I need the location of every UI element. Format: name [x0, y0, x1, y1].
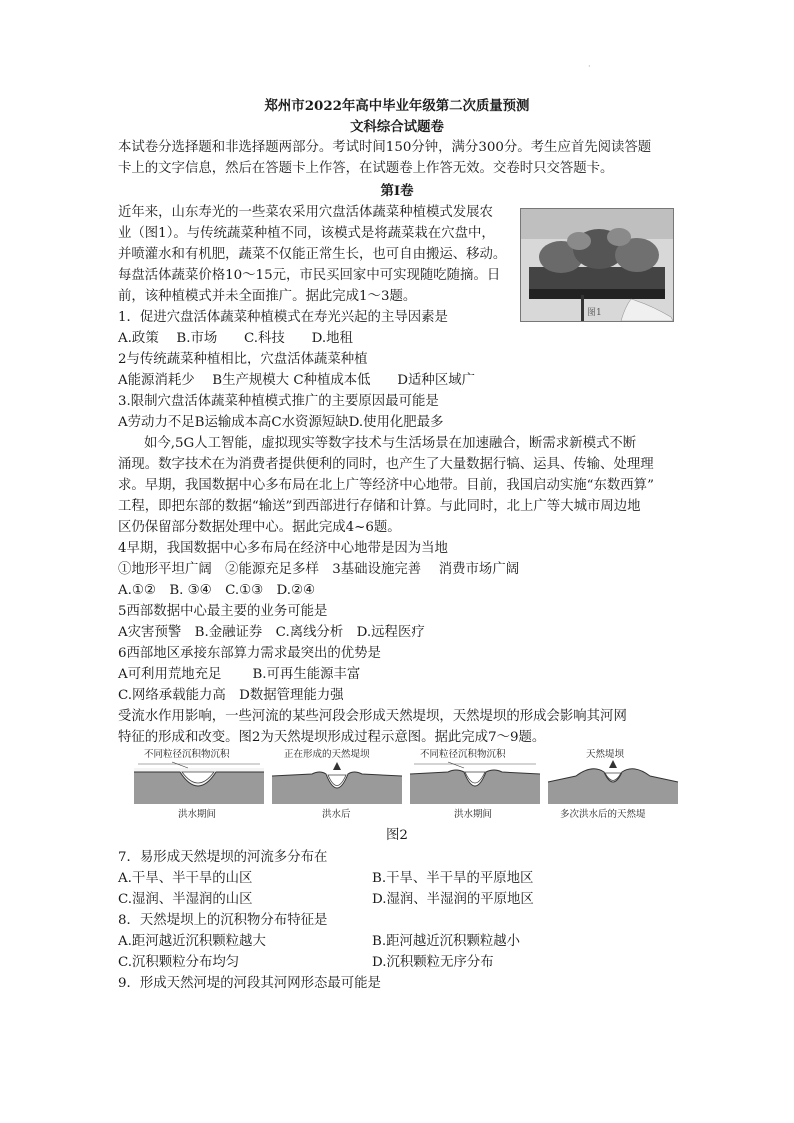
scan-speck: ·: [588, 62, 591, 71]
section-title: 第Ⅰ卷: [380, 183, 414, 199]
q9-stem: 9．形成天然河堤的河段其河网形态最可能是: [118, 976, 381, 991]
q8-option-c: C.沉积颗粒分布均匀: [118, 955, 240, 970]
q7-option-a: A.干旱、半干旱的山区: [118, 871, 253, 886]
passage1-line-5: 前，该种植模式并未全面推广。据此完成1～3题。: [118, 289, 417, 304]
fig2-panel-1: [132, 748, 266, 832]
fig2-panel-1-top-label: 不同粒径沉积物沉积: [144, 746, 230, 760]
q8-options-row-1: [118, 932, 521, 952]
passage2-line-4: 工程，即把东部的数据“输送”到西部进行存储和计算。与此同时，北上广等大城市周边地: [118, 499, 641, 514]
passage2-line-3: 求。早期，我国数据中心多布局在北上广等经济中心地带。目前，我国启动实施“东数西算”: [118, 478, 654, 493]
q2-stem: 2与传统蔬菜种植相比，穴盘活体蔬菜种植: [118, 352, 368, 367]
q7-option-b: B.干旱、半干旱的平原地区: [372, 871, 534, 886]
q8-option-a: A.距河越近沉积颗粒越大: [118, 934, 266, 949]
fig2-panel-3-top-label: 不同粒径沉积物沉积: [420, 746, 506, 760]
fig2-panel-2-top-label: 正在形成的天然堤坝: [284, 746, 370, 760]
q7-option-d: D.湿润、半湿润的平原地区: [372, 892, 534, 907]
passage1-line-1: 近年来，山东寿光的一些菜农采用穴盘活体蔬菜种植模式发展农: [118, 205, 493, 220]
fig2-panel-4-bottom-label: 多次洪水后的天然堤: [560, 809, 646, 820]
exam-title: 郑州市2022年高中毕业年级第二次质量预测: [264, 98, 530, 114]
passage2-line-1: 如今,5G人工智能，虚拟现实等数字技术与生活场景在加速融合，断需求新模式不断: [144, 436, 637, 451]
figure1-photo: [520, 208, 674, 322]
q6-options-2: C.网络承载能力高 D数据管理能力强: [118, 688, 344, 703]
q4-options: A.①② B. ③④ C.①③ D.②④: [118, 583, 316, 598]
fig2-panel-2: [270, 748, 404, 832]
exam-subtitle: 文科综合试题卷: [350, 119, 444, 135]
fig2-panel-2-bottom-label: 洪水后: [322, 809, 351, 820]
q1-options: A.政策 B.市场 C.科技 D.地租: [118, 331, 353, 346]
q7-options-row-2: [118, 890, 534, 910]
intro-line-2: 卡上的文字信息，然后在答题卡上作答，在试题卷上作答无效。交卷时只交答题卡。: [118, 161, 614, 176]
passage1-line-2: 业（图1）。与传统蔬菜种植不同，该模式是将蔬菜栽在穴盘中，: [118, 226, 495, 241]
passage2-line-2: 涌现。数字技术在为消费者提供便利的同时，也产生了大量数据行犒、运具、传输、处理理: [118, 457, 654, 472]
q6-stem: 6西部地区承接东部算力需求最突出的优势是: [118, 646, 381, 661]
passage3-line-1: 受流水作用影响，一些河流的某些河段会形成天然堤坝，天然堤坝的形成会影响其河网: [118, 709, 627, 724]
q8-option-d: D.沉积颗粒无序分布: [372, 955, 494, 970]
passage2-line-5: 区仍保留部分数据处理中心。据此完成4~6题。: [118, 520, 401, 535]
fig2-panel-4-top-label: 天然堤坝: [586, 746, 624, 760]
q8-option-b: B.距河越近沉积颗粒越小: [372, 934, 521, 949]
q6-options-1: A可利用荒地充足 B.可再生能源丰富: [118, 667, 361, 682]
q2-options: A能源消耗少 B生产规模大 C种植成本低 D适种区域广: [118, 373, 475, 388]
fig2-panel-1-bottom-label: 洪水期间: [178, 809, 217, 820]
passage1-line-3: 并喷灌水和有机肥，蔬菜不仅能正常生长，也可自由搬运、移动。: [118, 247, 507, 262]
q5-stem: 5西部数据中心最主要的业务可能是: [118, 604, 328, 619]
figure2-caption: 图2: [386, 828, 408, 843]
figure2-diagram: [132, 748, 680, 832]
q8-options-row-2: [118, 953, 494, 973]
q8-stem: 8．天然堤坝上的沉积物分布特征是: [118, 913, 328, 928]
q5-options: A灾害预警 B.金融证券 C.离线分析 D.远程医疗: [118, 625, 425, 640]
q1-stem: 1．促进穴盘活体蔬菜种植模式在寿光兴起的主导因素是: [118, 310, 448, 325]
passage3-line-2: 特征的形成和改变。图2为天然堤坝形成过程示意图。据此完成7～9题。: [118, 730, 546, 745]
intro-line-1: 本试卷分选择题和非选择题两部分。考试时间150分钟，满分300分。考生应首先阅读答题: [118, 140, 652, 155]
q4-choices: ①地形平坦广阔 ②能源充足多样 3基础设施完善 消费市场广阔: [118, 562, 520, 577]
q4-stem: 4早期，我国数据中心多布局在经济中心地带是因为当地: [118, 541, 448, 556]
fig2-panel-3-bottom-label: 洪水期间: [454, 809, 493, 820]
q7-stem: 7．易形成天然堤坝的河流多分布在: [118, 850, 328, 865]
q7-options-row-1: [118, 869, 534, 889]
figure1-caption: 图1: [587, 308, 602, 318]
passage1-line-4: 每盘活体蔬菜价格10～15元，市民买回家中可实现随吃随摘。日: [118, 268, 501, 283]
fig2-panel-3: [408, 748, 542, 832]
q7-option-c: C.湿润、半湿润的山区: [118, 892, 253, 907]
fig2-panel-4: [546, 748, 680, 832]
q3-options: A劳动力不足B运输成本高C水资源短缺D.使用化肥最多: [118, 415, 444, 430]
q3-stem: 3.限制穴盘活体蔬菜种植模式推广的主要原因最可能是: [118, 394, 439, 409]
